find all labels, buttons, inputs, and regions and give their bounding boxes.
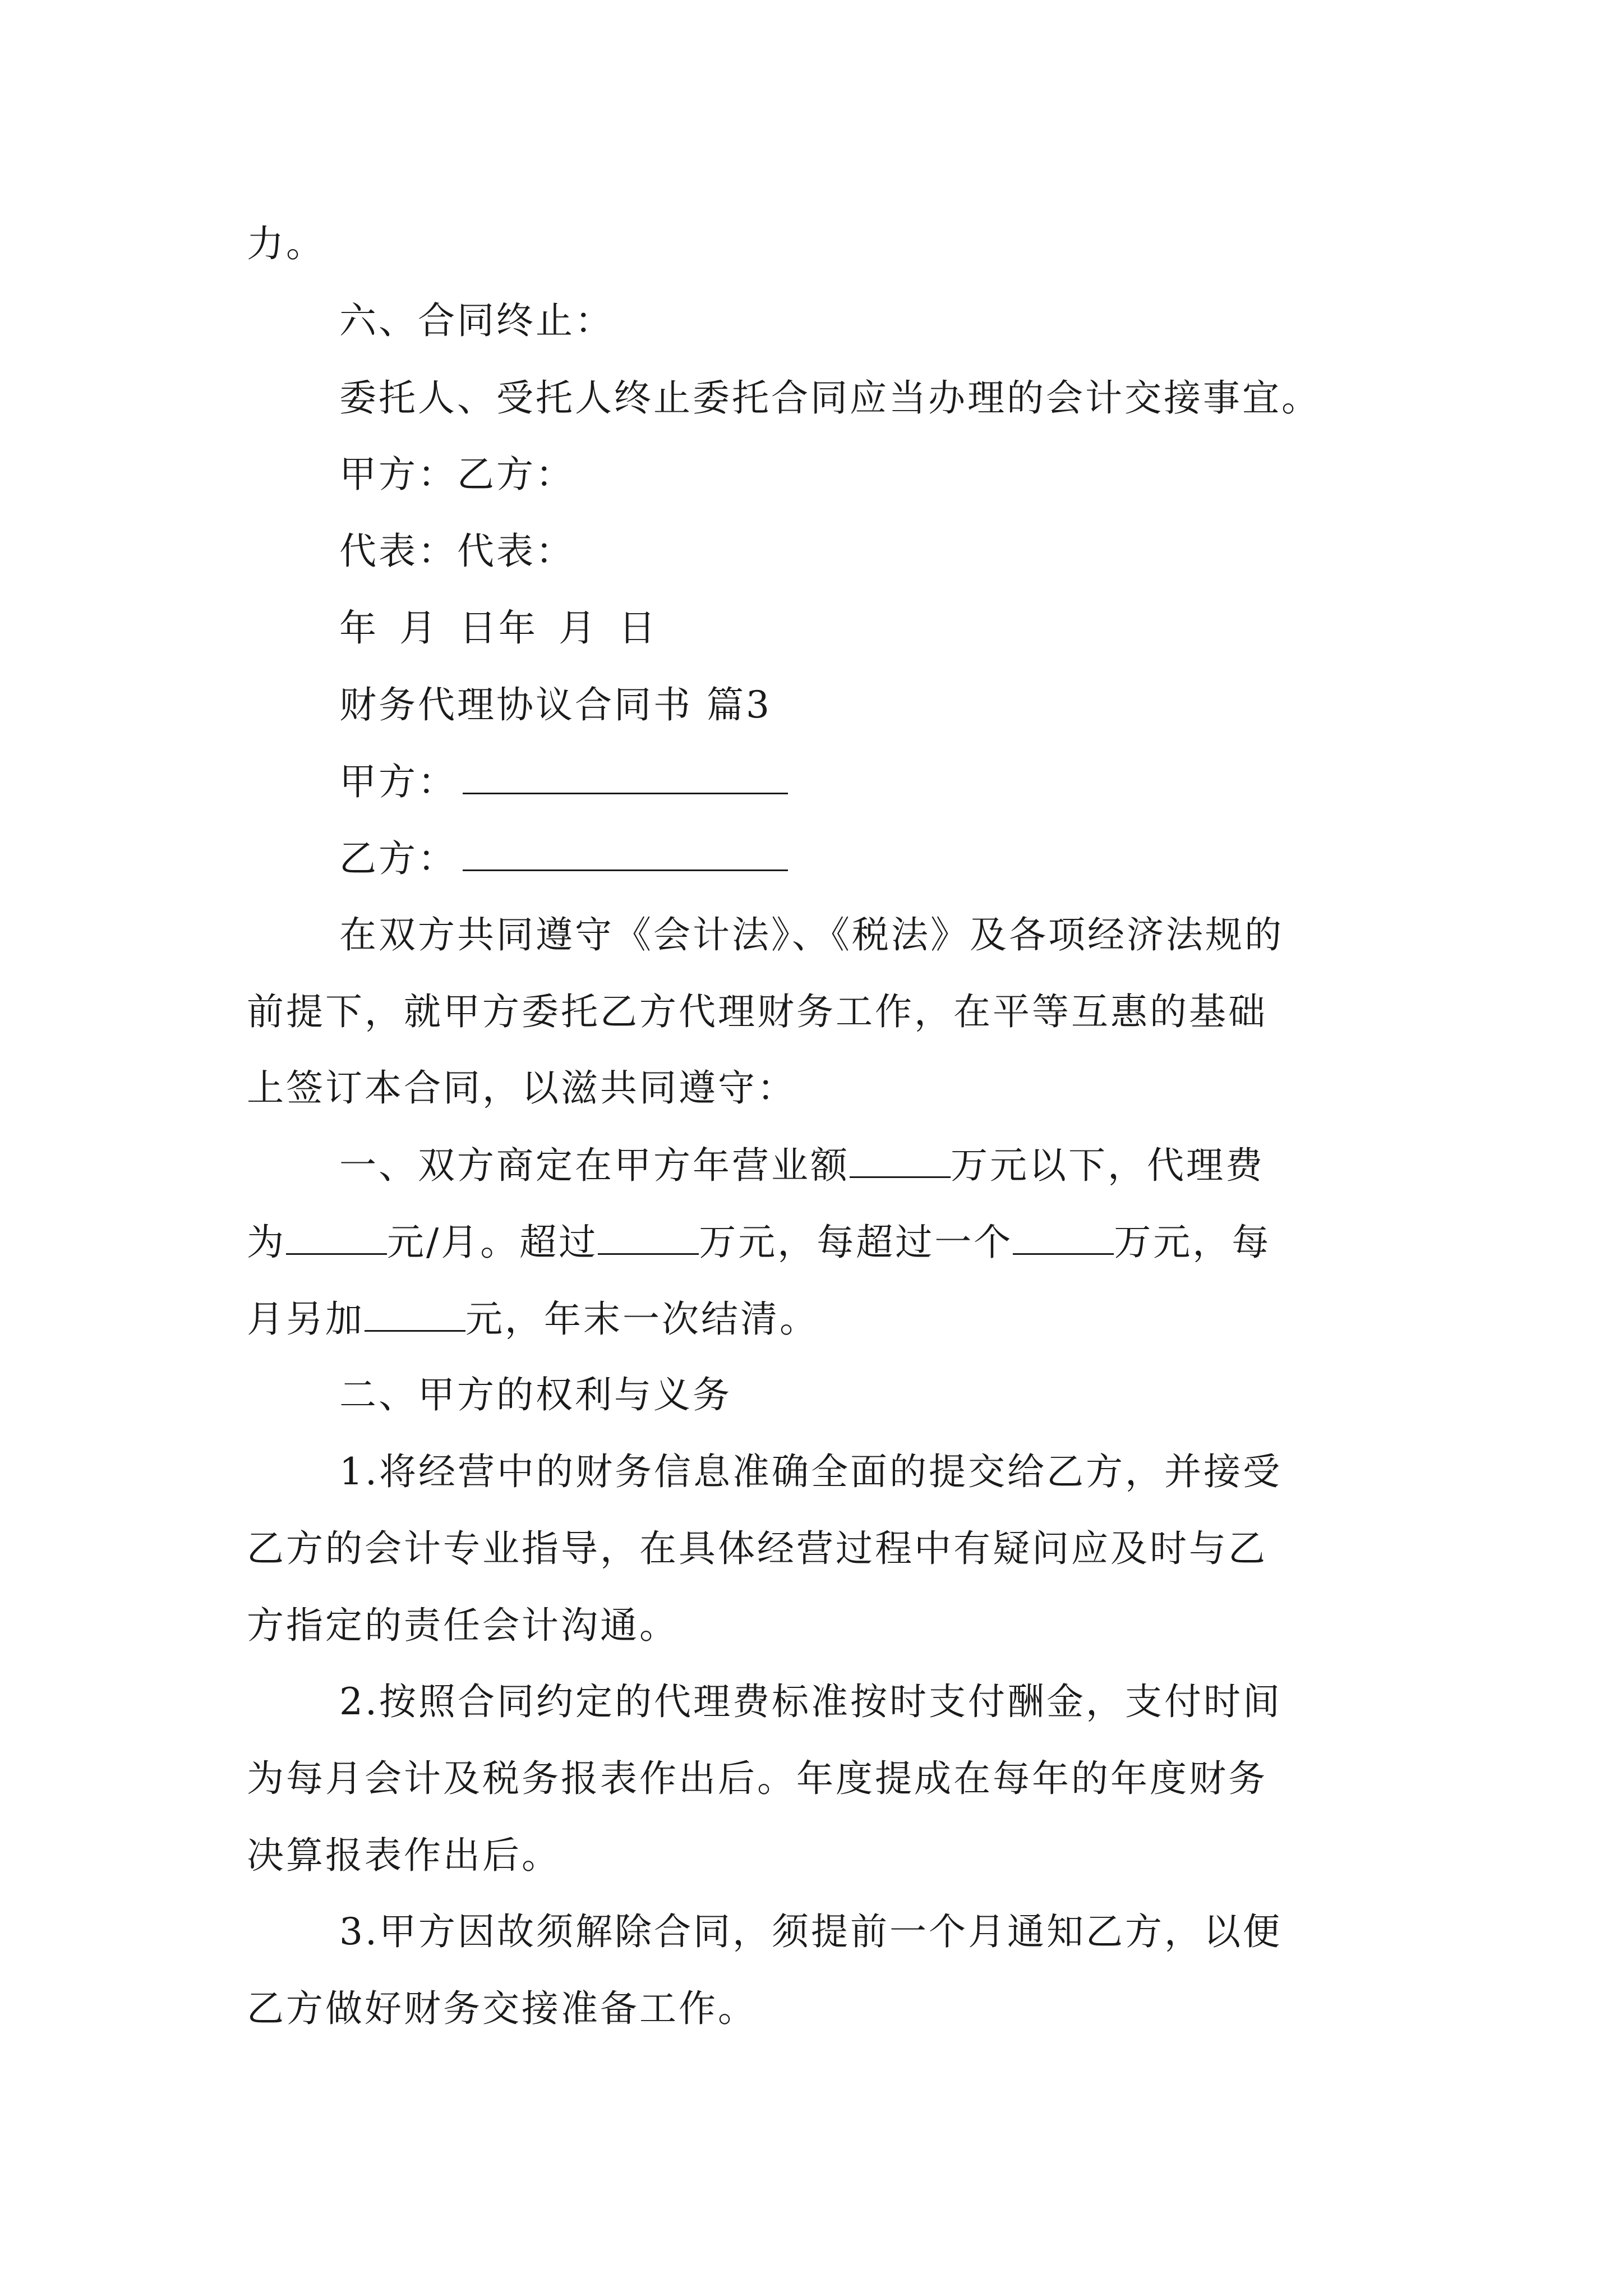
fill-blank <box>365 1296 465 1332</box>
text-line: 委托人、受托人终止委托合同应当办理的会计交接事宜。 <box>339 376 1321 420</box>
clause-text: 元，年末一次结清。 <box>465 1297 819 1341</box>
clause-text: 万元，每 <box>1114 1221 1271 1264</box>
fill-blank <box>1013 1220 1114 1255</box>
text-line: 力。 <box>247 222 325 265</box>
clause-line <box>247 1220 1271 1264</box>
text-line: 乙方做好财务交接准备工作。 <box>247 1987 757 2030</box>
text-line: 上签订本合同，以滋共同遵守： <box>247 1066 796 1110</box>
clause-text: 万元，每超过一个 <box>699 1221 1013 1264</box>
fill-blank <box>598 1220 699 1255</box>
clause-text: 元/月。超过 <box>387 1221 598 1264</box>
text-line: 为每月会计及税务报表作出后。年度提成在每年的年度财务 <box>247 1757 1267 1800</box>
text-line: 3.甲方因故须解除合同，须提前一个月通知乙方，以便 <box>339 1910 1282 1953</box>
text-line: 决算报表作出后。 <box>247 1834 561 1877</box>
text-line: 1.将经营中的财务信息准确全面的提交给乙方，并接受 <box>339 1450 1282 1493</box>
party-a-line <box>339 759 788 804</box>
text-line: 在双方共同遵守《会计法》、《税法》及各项经济法规的 <box>339 913 1284 956</box>
party-a-label: 甲方： <box>339 760 457 803</box>
signature-representative-line: 代表：代表： <box>339 530 575 573</box>
text-line: 2.按照合同约定的代理费标准按时支付酬金，支付时间 <box>339 1680 1282 1723</box>
text-line: 乙方的会计专业指导，在具体经营过程中有疑问应及时与乙 <box>247 1527 1267 1570</box>
fill-blank <box>286 1220 387 1255</box>
section-heading: 二、甲方的权利与义务 <box>339 1373 732 1416</box>
party-b-label: 乙方： <box>339 837 457 880</box>
party-a-blank <box>463 759 788 794</box>
party-b-blank <box>463 836 788 871</box>
party-b-line <box>339 836 788 881</box>
section-heading: 六、合同终止： <box>339 299 614 342</box>
clause-text: 为 <box>247 1221 286 1264</box>
clause-line <box>247 1296 819 1341</box>
fill-blank <box>850 1143 951 1178</box>
signature-party-line: 甲方：乙方： <box>339 453 575 496</box>
clause-line <box>339 1143 1265 1188</box>
clause-text: 万元以下，代理费 <box>951 1144 1265 1187</box>
text-line: 方指定的责任会计沟通。 <box>247 1604 679 1647</box>
document-title: 财务代理协议合同书 篇3 <box>339 683 772 726</box>
clause-text: 一、双方商定在甲方年营业额 <box>339 1144 850 1187</box>
text-line: 前提下，就甲方委托乙方代理财务工作，在平等互惠的基础 <box>247 990 1267 1033</box>
signature-date-line: 年 月 日年 月 日 <box>339 606 658 650</box>
clause-text: 月另加 <box>247 1297 365 1341</box>
